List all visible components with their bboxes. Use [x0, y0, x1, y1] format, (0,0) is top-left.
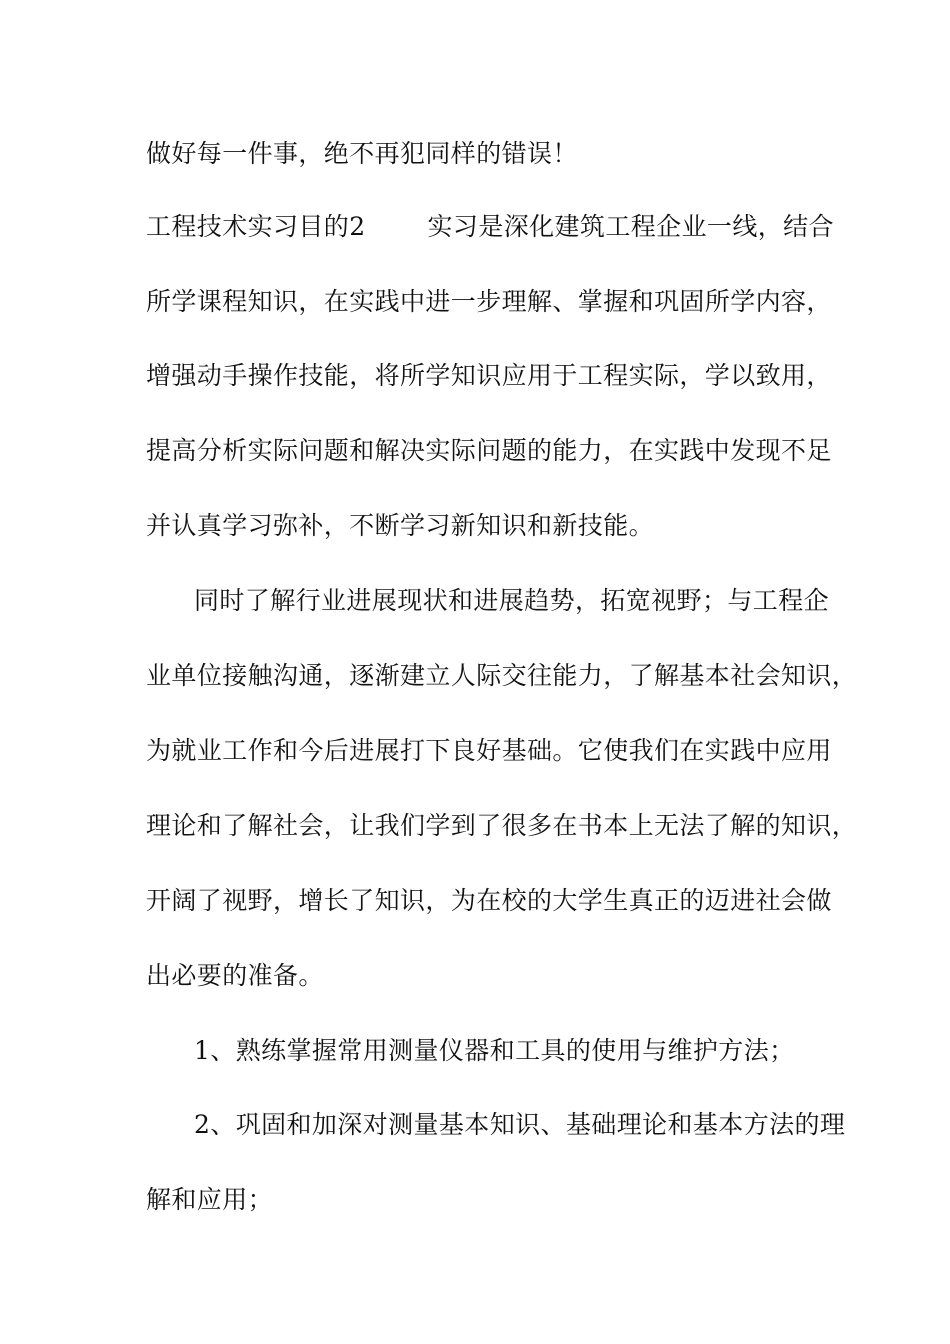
text-line: 做好每一件事，绝不再犯同样的错误！ [146, 139, 578, 168]
section-heading: 工程技术实习目的2 [146, 212, 366, 241]
text-line: 理论和了解社会，让我们学到了很多在书本上无法了解的知识， [146, 811, 858, 840]
paragraph-start-line: 同时了解行业进展现状和进展趋势，拓宽视野；与工程企 [194, 586, 830, 615]
list-item-2: 2、巩固和加深对测量基本知识、基础理论和基本方法的理 [194, 1110, 846, 1139]
text-line-with-heading [146, 212, 834, 242]
text-line: 出必要的准备。 [146, 961, 324, 990]
text-line: 开阔了视野，增长了知识，为在校的大学生真正的迈进社会做 [146, 886, 832, 915]
text-line: 业单位接触沟通，逐渐建立人际交往能力，了解基本社会知识， [146, 661, 858, 690]
text-line: 所学课程知识，在实践中进一步理解、掌握和巩固所学内容， [146, 287, 832, 316]
text-line: 实习是深化建筑工程企业一线，结合 [427, 212, 834, 241]
text-line: 增强动手操作技能，将所学知识应用于工程实际，学以致用， [146, 361, 832, 390]
text-line: 为就业工作和今后进展打下良好基础。它使我们在实践中应用 [146, 736, 832, 765]
text-line: 提高分析实际问题和解决实际问题的能力，在实践中发现不足 [146, 436, 832, 465]
list-item-2-continuation: 解和应用； [146, 1185, 274, 1214]
text-line: 并认真学习弥补，不断学习新知识和新技能。 [146, 511, 655, 540]
list-item-1: 1、熟练掌握常用测量仪器和工具的使用与维护方法； [194, 1036, 795, 1065]
